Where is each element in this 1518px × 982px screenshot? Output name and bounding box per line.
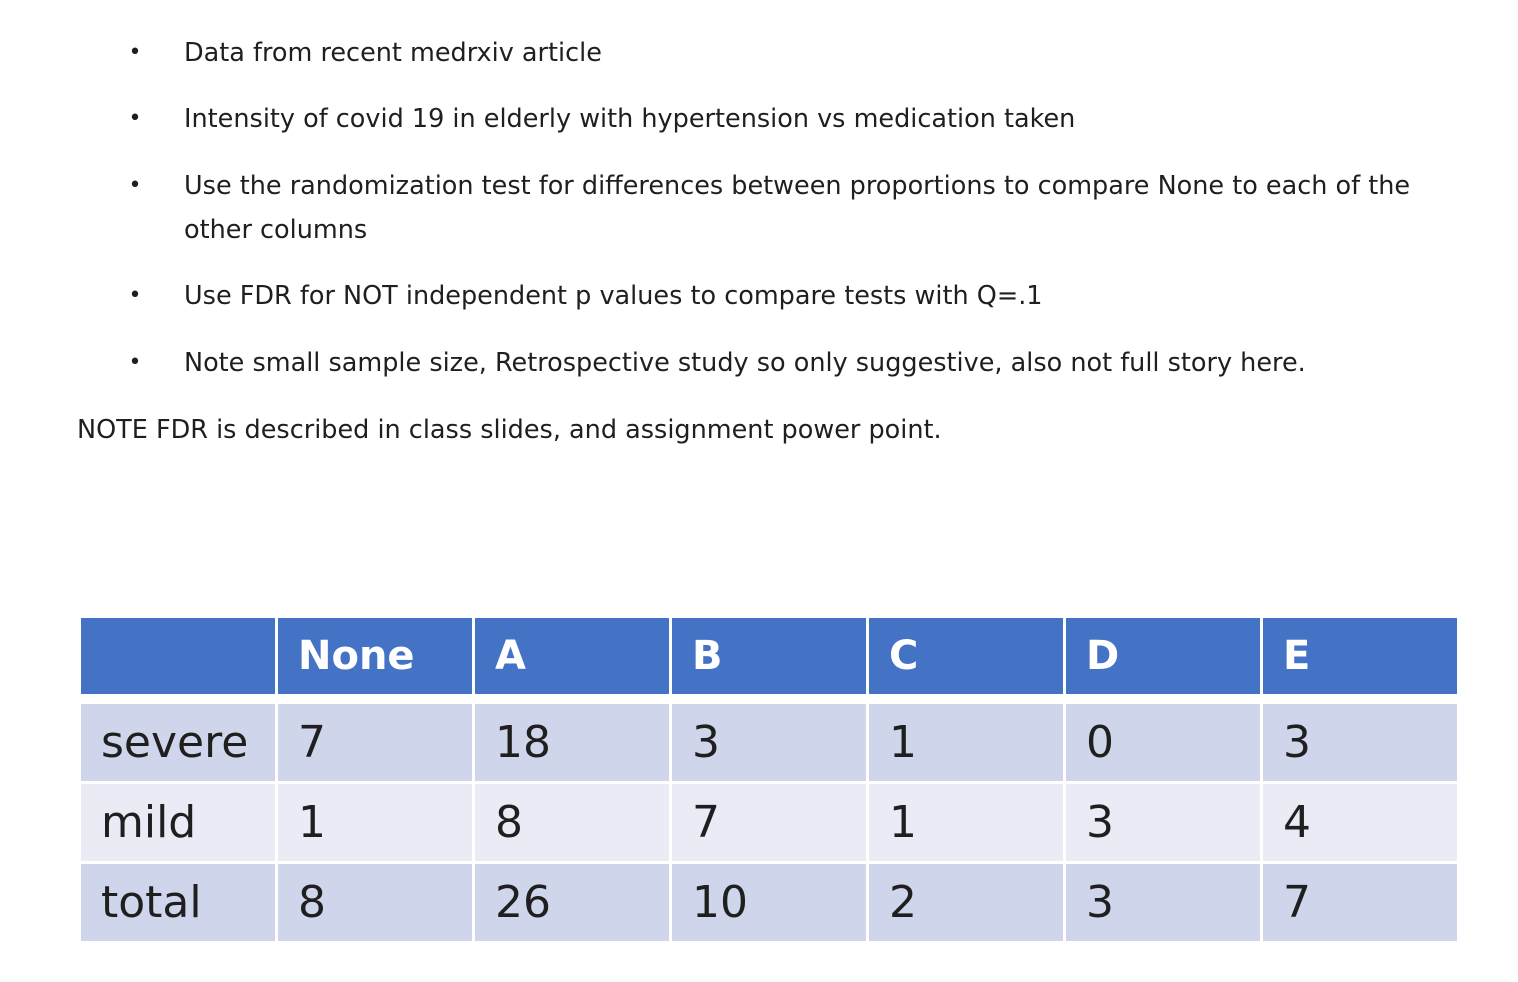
header-cell-e: E: [1262, 617, 1459, 700]
table-cell: 8: [474, 783, 671, 863]
bullet-text: Use the randomization test for differences between proportions to compare None to each of the other columns: [184, 171, 1411, 245]
header-cell-a: A: [474, 617, 671, 700]
row-label: severe: [80, 699, 277, 783]
header-cell-d: D: [1065, 617, 1262, 700]
table-cell: 2: [868, 863, 1065, 943]
header-cell-b: B: [671, 617, 868, 700]
table-row-mild: [80, 783, 1459, 863]
table-cell: 10: [671, 863, 868, 943]
table-cell: 18: [474, 699, 671, 783]
table-cell: 3: [1065, 783, 1262, 863]
fdr-note: NOTE FDR is described in class slides, and assignment power point.: [77, 415, 942, 445]
table-cell: 1: [868, 783, 1065, 863]
header-row: [80, 617, 1459, 700]
bullet-symbol: •: [128, 40, 142, 65]
table-cell: 0: [1065, 699, 1262, 783]
header-cell-none: None: [277, 617, 474, 700]
table-cell: 7: [277, 699, 474, 783]
table-cell: 1: [277, 783, 474, 863]
table-cell: 8: [277, 863, 474, 943]
table-cell: 1: [868, 699, 1065, 783]
bullet-symbol: •: [128, 283, 142, 308]
bullet-text: Data from recent medrxiv article: [184, 38, 602, 68]
table-cell: 3: [671, 699, 868, 783]
bullet-symbol: •: [128, 106, 142, 131]
header-cell-corner: [80, 617, 277, 700]
table-row-total: [80, 863, 1459, 943]
table-header: [80, 617, 1459, 700]
bullet-text: Use FDR for NOT independent p values to compare tests with Q=.1: [184, 281, 1043, 311]
bullet-text: Intensity of covid 19 in elderly with hypertension vs medication taken: [184, 104, 1076, 134]
table-cell: 3: [1065, 863, 1262, 943]
severity-medication-table: [78, 615, 1460, 944]
header-cell-c: C: [868, 617, 1065, 700]
row-label: total: [80, 863, 277, 943]
table-row-severe: [80, 699, 1459, 783]
bullet-text: Note small sample size, Retrospective study so only suggestive, also not full story here.: [184, 348, 1306, 378]
table-cell: 3: [1262, 699, 1459, 783]
table-cell: 26: [474, 863, 671, 943]
bullet-symbol: •: [128, 173, 142, 198]
table-cell: 7: [1262, 863, 1459, 943]
bullet-symbol: •: [128, 350, 142, 375]
table-body: [80, 699, 1459, 943]
row-label: mild: [80, 783, 277, 863]
table-cell: 4: [1262, 783, 1459, 863]
table-cell: 7: [671, 783, 868, 863]
